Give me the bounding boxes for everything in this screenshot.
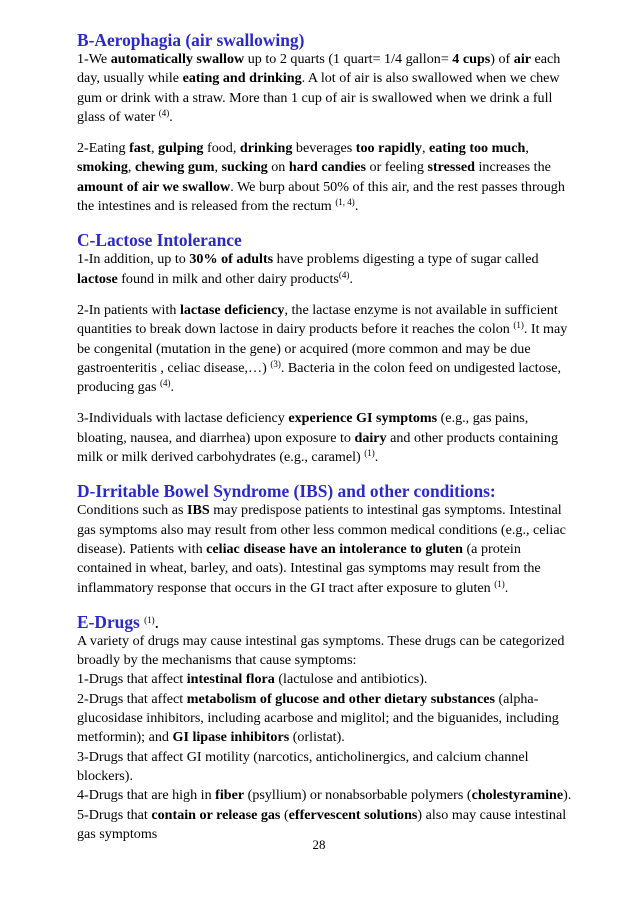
list-item-drugs-2: 2-Drugs that affect metabolism of glucose and other dietary substances (alpha-glucosidase inhibitors, including acarbose and miglitol; and the biguanides, including metformin); and GI lipase inhibitors (orlistat). — [77, 690, 559, 746]
section-heading-ibs: D-Irritable Bowel Syndrome (IBS) and other conditions: — [77, 481, 496, 502]
list-item-drugs-3: 3-Drugs that affect GI motility (narcotics, anticholinergics, and calcium channel blockers). — [77, 748, 529, 784]
list-item-drugs-1: 1-Drugs that affect intestinal flora (lactulose and antibiotics). — [77, 671, 428, 688]
paragraph-aerophagia-1: 1-We automatically swallow up to 2 quarts (1 quart= 1/4 gallon= 4 cups) of air each day, usually while eating and drinking. A lot of air is also swallowed when we chew gum or drink with a straw. More than 1 cup of air is swallowed when we drink a full glass of water $^{(4)}$. — [77, 51, 561, 125]
paragraph-drugs-intro: A variety of drugs may cause intestinal gas symptoms. These drugs can be categorized broadly by the mechanisms that cause symptoms: — [77, 632, 565, 669]
citation-ref: (1) — [513, 320, 524, 331]
paragraph-lactose-2: 2-In patients with lactase deficiency, the lactase enzyme is not available in sufficient quantities to break down lactose in dairy products before it reaches the colon $^{(1)}$. It may be congenital (mutation in the gene) or acquired (more common and may be due gastroenteritis , celiac disease,…) $^{(3)}$. Bacteria in the colon feed on undigested lactose, producing gas $^{(4)}$. — [77, 301, 568, 396]
paragraph-lactose-1: 1-In addition, up to 30% of adults have problems digesting a type of sugar called lactose found in milk and other dairy products$^{(4)}$. — [77, 251, 539, 287]
paragraph-ibs-1: Conditions such as IBS may predispose patients to intestinal gas symptoms. Intestinal gas symptoms also may result from other less common medical conditions (e.g., celiac disease). Patients with celiac disease have an intolerance to gluten (a protein contained in wheat, barley, and oats). Intestinal gas symptoms may result from the inflammatory response that occurs in the GI tract after exposure to gluten $^{(1)}$. — [77, 502, 566, 596]
section-heading-drugs: E-Drugs $^{(1)}$. — [77, 611, 160, 632]
citation-ref: (4) — [158, 107, 170, 118]
section-heading-aerophagia: B-Aerophagia (air swallowing) — [77, 30, 305, 50]
citation-ref: (1, 4) — [335, 197, 355, 208]
citation-ref: (1) — [364, 448, 375, 459]
citation-ref: (1) — [144, 614, 155, 625]
citation-ref: (4) — [338, 269, 350, 280]
section-heading-lactose-intolerance: C-Lactose Intolerance — [77, 230, 242, 251]
list-item-drugs-4: 4-Drugs that are high in fiber (psyllium) or nonabsorbable polymers (cholestyramine). — [77, 787, 572, 804]
list-item-drugs-5: 5-Drugs that contain or release gas (effervescent solutions) also may cause intestinal gas symptoms — [77, 806, 567, 842]
paragraph-aerophagia-2: 2-Eating fast, gulping food, drinking beverages too rapidly, eating too much, smoking, chewing gum, sucking on hard candies or feeling stressed increases the amount of air we swallow. We burp about 50% of this air, and the rest passes through the intestines and is released from the rectum $^{(1, 4)}$. — [77, 140, 565, 215]
citation-ref: (1) — [494, 578, 505, 589]
citation-ref: (3) — [270, 358, 281, 369]
page-number: 28 — [312, 837, 326, 852]
paragraph-lactose-3: 3-Individuals with lactase deficiency experience GI symptoms (e.g., gas pains, bloating, nausea, and diarrhea) upon exposure to dairy and other products containing milk or milk derived carbohydrates (e.g., caramel) $^{(1)}$. — [77, 410, 559, 466]
citation-ref: (4) — [159, 378, 171, 389]
